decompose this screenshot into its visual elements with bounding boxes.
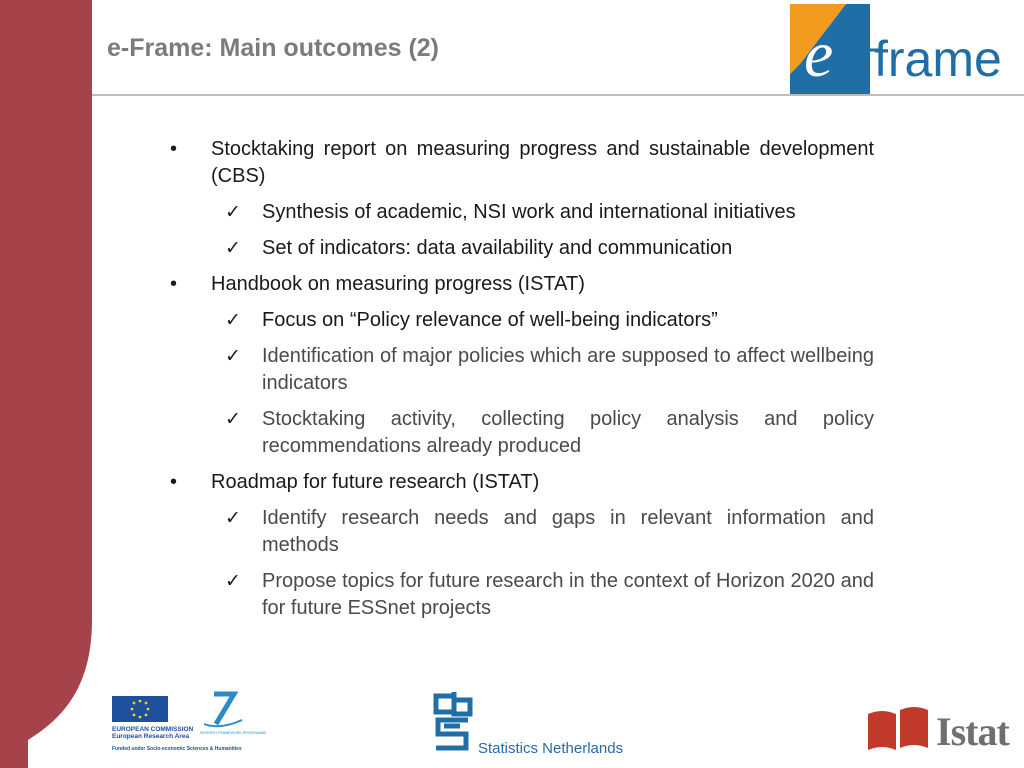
eu-fp7-logo	[108, 690, 267, 756]
list-item-text: Stocktaking report on measuring progress and sustainable development (CBS)	[211, 138, 874, 187]
list-item-stocktaking	[170, 136, 874, 190]
sub-item-text: Stocktaking activity, collecting policy analysis and policy recommendations already produced	[262, 408, 874, 457]
sub-item-text: Focus on “Policy relevance of well-being indicators”	[262, 309, 718, 331]
cbs-label: Statistics Netherlands	[478, 740, 624, 757]
bullet-icon: •	[170, 273, 178, 295]
sub-item-text: Set of indicators: data availability and communication	[262, 237, 733, 259]
sub-item	[170, 343, 874, 397]
svg-text:e: e	[804, 18, 834, 91]
checkmark-icon: ✓	[225, 570, 241, 592]
bullet-icon: •	[170, 138, 178, 160]
istat-logo	[866, 706, 1016, 756]
list-item-text: Roadmap for future research (ISTAT)	[211, 471, 540, 493]
eu-funded-label: Funded under Socio-economic Sciences & Humanities	[112, 746, 242, 752]
list-item-text: Handbook on measuring progress (ISTAT)	[211, 273, 585, 295]
checkmark-icon: ✓	[225, 201, 241, 223]
checkmark-icon: ✓	[225, 507, 241, 529]
checkmark-icon: ✓	[225, 237, 241, 259]
page-title: e-Frame: Main outcomes (2)	[107, 34, 440, 62]
cbs-logo	[430, 690, 650, 760]
eframe-logo	[790, 4, 1016, 94]
header-divider	[92, 94, 1024, 96]
eu-commission-label: EUROPEAN COMMISSION	[112, 726, 194, 733]
istat-label: Istat	[936, 709, 1009, 754]
sidebar-decoration	[0, 0, 92, 768]
list-item-handbook	[170, 271, 874, 298]
sub-item	[170, 568, 874, 622]
sub-item	[170, 406, 874, 460]
cbs-mark-icon	[430, 690, 476, 760]
checkmark-icon: ✓	[225, 408, 241, 430]
sub-item-text: Propose topics for future research in the context of Horizon 2020 and for future ESSnet projects	[262, 570, 874, 619]
eu-research-area-label: European Research Area	[112, 733, 190, 740]
sub-item-text: Identification of major policies which are supposed to affect wellbeing indicators	[262, 345, 874, 394]
sub-item	[170, 199, 874, 226]
sub-item	[170, 505, 874, 559]
sub-item	[170, 235, 874, 262]
checkmark-icon: ✓	[225, 345, 241, 367]
bullet-list	[170, 136, 874, 631]
eframe-logo-text: frame	[874, 31, 1002, 87]
sub-item-text: Identify research needs and gaps in relevant information and methods	[262, 507, 874, 556]
fp7-label: SEVENTH FRAMEWORK PROGRAMME	[200, 731, 267, 735]
sub-item-text: Synthesis of academic, NSI work and international initiatives	[262, 201, 796, 223]
list-item-roadmap	[170, 469, 874, 496]
istat-mark-icon	[866, 706, 932, 752]
sub-item	[170, 307, 874, 334]
checkmark-icon: ✓	[225, 309, 241, 331]
bullet-icon: •	[170, 471, 178, 493]
